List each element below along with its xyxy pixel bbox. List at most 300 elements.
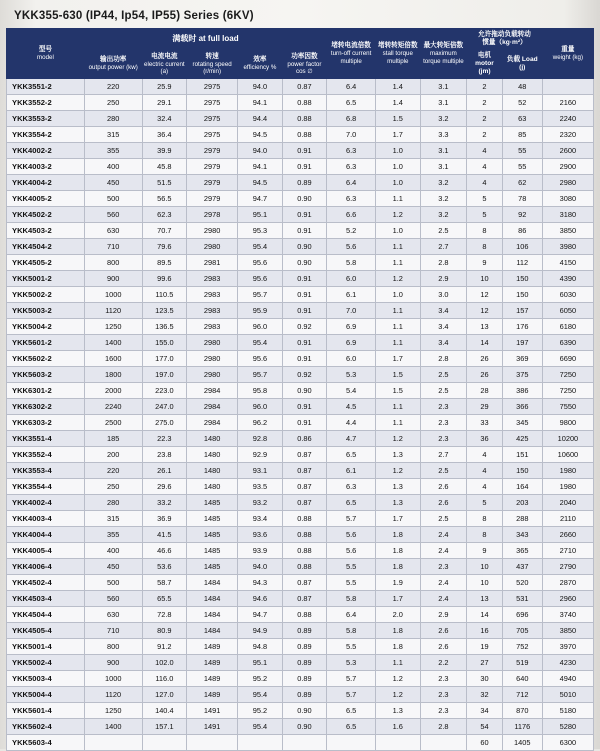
cell-model: YKK6303-2 [7,415,85,431]
table-cell: 2.8 [420,351,467,367]
table-row [7,223,594,239]
table-cell: 1.3 [376,479,420,495]
table-cell: 0.88 [282,127,327,143]
cell-model: YKK5003-4 [7,671,85,687]
cell-model: YKK3552-2 [7,95,85,111]
table-cell: 53.6 [142,559,186,575]
table-cell: 5.7 [327,511,376,527]
table-cell: 437 [502,559,542,575]
table-row [7,287,594,303]
table-row [7,719,594,735]
table-cell: 33 [467,415,503,431]
table-cell: 58.7 [142,575,186,591]
table-row [7,479,594,495]
table-cell: 375 [502,367,542,383]
table-cell: 3850 [542,623,593,639]
table-cell: 5.5 [327,575,376,591]
table-cell: 1400 [84,719,142,735]
table-cell: 99.6 [142,271,186,287]
table-row [7,111,594,127]
table-cell: 1.0 [376,175,420,191]
table-cell: 5 [467,191,503,207]
table-cell: 10 [467,559,503,575]
table-row [7,335,594,351]
table-cell: 1485 [187,495,238,511]
table-cell: 4230 [542,655,593,671]
table-cell: 52 [502,95,542,111]
table-cell: 7.0 [327,303,376,319]
table-cell: 93.4 [238,511,282,527]
table-cell: 2.8 [420,719,467,735]
table-cell: 900 [84,271,142,287]
table-cell: 1.3 [376,447,420,463]
table-cell: 95.3 [238,223,282,239]
table-cell: 34 [467,703,503,719]
table-cell: 94.5 [238,175,282,191]
table-cell: 2.8 [420,255,467,271]
table-cell: 203 [502,495,542,511]
table-cell: 94.6 [238,591,282,607]
table-cell: 4 [467,159,503,175]
table-cell: 1120 [84,303,142,319]
table-cell: 0.91 [282,159,327,175]
table-cell: 1.1 [376,191,420,207]
table-cell: 1484 [187,575,238,591]
table-cell: 150 [502,287,542,303]
table-row [7,79,594,95]
table-cell: 2.5 [420,223,467,239]
cell-model: YKK4004-2 [7,175,85,191]
table-cell: 4150 [542,255,593,271]
cell-model: YKK3553-4 [7,463,85,479]
table-cell: 1489 [187,687,238,703]
table-cell: 640 [502,671,542,687]
table-cell: 900 [84,655,142,671]
table-cell: 4.5 [327,399,376,415]
table-cell: 1.7 [376,351,420,367]
table-cell: 2960 [542,591,593,607]
table-cell: 4 [467,447,503,463]
table-row [7,463,594,479]
table-cell: 1.0 [376,287,420,303]
table-cell: 6.5 [327,95,376,111]
header-full-load: 满载时 at full load [84,29,326,50]
table-cell: 6.5 [327,447,376,463]
table-cell: 5.6 [327,527,376,543]
table-cell: 155.0 [142,335,186,351]
cell-model: YKK5601-4 [7,703,85,719]
table-cell: 5010 [542,687,593,703]
table-cell: 2.6 [420,495,467,511]
table-cell: 3.4 [420,335,467,351]
table-cell: 1480 [187,479,238,495]
table-cell: 95.7 [238,367,282,383]
table-cell: 6390 [542,335,593,351]
table-cell: 6.3 [327,191,376,207]
table-row [7,255,594,271]
table-cell: 2660 [542,527,593,543]
table-cell [187,735,238,751]
table-cell: 560 [84,591,142,607]
cell-model: YKK4004-4 [7,527,85,543]
table-cell: 8 [467,223,503,239]
cell-model: YKK5004-2 [7,319,85,335]
table-cell: 0.92 [282,319,327,335]
table-cell: 1.4 [376,79,420,95]
table-cell: 2984 [187,415,238,431]
table-cell: 94.5 [238,127,282,143]
table-cell [542,79,593,95]
table-cell: 3.1 [420,95,467,111]
table-cell: 0.90 [282,191,327,207]
table-cell: 0.88 [282,607,327,623]
table-cell: 56.5 [142,191,186,207]
table-cell: 14 [467,335,503,351]
table-cell: 2975 [187,79,238,95]
cell-model: YKK4503-2 [7,223,85,239]
table-cell: 27 [467,655,503,671]
table-cell: 2980 [187,335,238,351]
table-cell: 39.9 [142,143,186,159]
table-cell: 5.5 [327,559,376,575]
table-cell: 2.5 [420,383,467,399]
table-row [7,543,594,559]
table-cell: 1.9 [376,575,420,591]
table-cell: 345 [502,415,542,431]
table-cell: 6.0 [327,271,376,287]
table-cell: 12 [467,303,503,319]
table-cell: 4 [467,479,503,495]
table-row [7,351,594,367]
table-row [7,127,594,143]
table-cell: 95.4 [238,719,282,735]
table-cell: 3.1 [420,79,467,95]
table-cell: 93.9 [238,543,282,559]
table-cell: 6.9 [327,319,376,335]
table-cell: 369 [502,351,542,367]
table-cell: 13 [467,319,503,335]
table-cell: 2981 [187,255,238,271]
table-cell: 1.1 [376,319,420,335]
table-cell: 1980 [542,479,593,495]
table-cell: 2983 [187,271,238,287]
table-row [7,511,594,527]
table-cell: 1.0 [376,143,420,159]
table-cell: 151 [502,447,542,463]
table-cell: 2240 [84,399,142,415]
table-cell: 1.8 [376,543,420,559]
table-cell: 6.8 [327,111,376,127]
table-cell: 8 [467,239,503,255]
table-cell: 3740 [542,607,593,623]
table-cell: 93.5 [238,479,282,495]
cell-model: YKK4002-2 [7,143,85,159]
table-cell: 29.1 [142,95,186,111]
table-cell: 0.90 [282,239,327,255]
table-cell: 176 [502,319,542,335]
table-cell: 800 [84,639,142,655]
table-cell: 3.2 [420,207,467,223]
table-cell [238,735,282,751]
table-cell: 95.9 [238,303,282,319]
table-cell: 5.7 [327,671,376,687]
table-row [7,671,594,687]
table-cell: 1.8 [376,639,420,655]
table-cell: 93.1 [238,463,282,479]
table-row [7,143,594,159]
table-cell: 4.4 [327,415,376,431]
table-cell: 1.2 [376,207,420,223]
header-stall-torque: 堵转转矩倍数 stall torque multiple [376,29,420,79]
table-cell: 2710 [542,543,593,559]
table-cell: 712 [502,687,542,703]
table-cell: 95.1 [238,207,282,223]
table-cell: 5280 [542,719,593,735]
table-cell [327,735,376,751]
table-row [7,655,594,671]
cell-model: YKK5603-2 [7,367,85,383]
table-cell: 55 [502,143,542,159]
table-cell: 2984 [187,383,238,399]
table-cell: 1.2 [376,271,420,287]
table-cell: 1485 [187,527,238,543]
table-cell: 95.4 [238,687,282,703]
cell-model: YKK5603-4 [7,735,85,751]
table-cell: 127.0 [142,687,186,703]
table-cell: 32 [467,687,503,703]
table-cell: 94.0 [238,559,282,575]
table-cell: 1980 [542,463,593,479]
table-cell: 1.1 [376,239,420,255]
table-cell: 2600 [542,143,593,159]
table-cell: 2.5 [420,367,467,383]
cell-model: YKK3553-2 [7,111,85,127]
table-cell: 288 [502,511,542,527]
table-cell: 560 [84,207,142,223]
table-cell: 1.2 [376,687,420,703]
header-max-torque: 最大转矩倍数 maximum torque multiple [420,29,467,79]
table-cell: 0.91 [282,271,327,287]
table-cell: 92.9 [238,447,282,463]
table-row [7,607,594,623]
table-cell: 197.0 [142,367,186,383]
table-cell: 96.2 [238,415,282,431]
table-cell: 2.5 [420,463,467,479]
table-cell: 250 [84,95,142,111]
cell-model: YKK6301-2 [7,383,85,399]
table-cell: 2.3 [420,431,467,447]
table-cell: 3.0 [420,287,467,303]
table-cell: 3.4 [420,303,467,319]
table-cell: 2980 [187,367,238,383]
table-cell: 1480 [187,463,238,479]
cell-model: YKK3551-2 [7,79,85,95]
table-cell: 36.9 [142,511,186,527]
table-cell: 2240 [542,111,593,127]
table-cell: 1405 [502,735,542,751]
table-cell: 2.0 [376,607,420,623]
table-cell: 94.0 [238,143,282,159]
table-row [7,703,594,719]
cell-model: YKK5601-2 [7,335,85,351]
table-cell: 185 [84,431,142,447]
table-cell: 28 [467,383,503,399]
table-cell: 116.0 [142,671,186,687]
table-cell: 1000 [84,287,142,303]
table-cell: 26 [467,351,503,367]
table-row [7,95,594,111]
table-cell: 1484 [187,623,238,639]
table-row [7,495,594,511]
table-cell: 0.91 [282,287,327,303]
table-cell: 710 [84,239,142,255]
table-row [7,639,594,655]
table-cell: 94.4 [238,111,282,127]
table-cell: 2790 [542,559,593,575]
table-cell: 5.3 [327,367,376,383]
table-cell: 5 [467,207,503,223]
table-cell: 0.89 [282,655,327,671]
table-cell: 2.4 [420,527,467,543]
table-cell: 6.3 [327,479,376,495]
table-cell: 1.1 [376,415,420,431]
table-cell: 93.6 [238,527,282,543]
table-cell: 95.6 [238,351,282,367]
table-cell: 6050 [542,303,593,319]
table-cell: 1.5 [376,383,420,399]
table-cell: 450 [84,559,142,575]
table-cell: 2.7 [420,447,467,463]
table-row [7,303,594,319]
table-cell: 95.2 [238,703,282,719]
table-cell: 1484 [187,607,238,623]
cell-model: YKK5602-4 [7,719,85,735]
table-cell: 2000 [84,383,142,399]
table-cell: 0.88 [282,511,327,527]
table-cell: 870 [502,703,542,719]
table-cell: 0.87 [282,591,327,607]
table-cell: 2975 [187,127,238,143]
table-cell: 1.1 [376,335,420,351]
table-cell: 6180 [542,319,593,335]
table-cell: 3080 [542,191,593,207]
table-row [7,383,594,399]
table-row [7,367,594,383]
table-cell: 94.0 [238,79,282,95]
table-cell: 12 [467,287,503,303]
table-cell: 110.5 [142,287,186,303]
table-cell: 6.4 [327,607,376,623]
cell-model: YKK5002-4 [7,655,85,671]
table-cell: 94.8 [238,639,282,655]
table-cell: 79.6 [142,239,186,255]
table-cell: 5.8 [327,255,376,271]
table-cell: 1.6 [376,719,420,735]
table-cell: 2.6 [420,479,467,495]
table-cell: 136.5 [142,319,186,335]
table-cell: 94.7 [238,607,282,623]
table-cell: 1120 [84,687,142,703]
table-cell: 2.3 [420,559,467,575]
header-weight: 重量 weight (kg) [542,29,593,79]
table-cell: 94.3 [238,575,282,591]
table-cell: 89.5 [142,255,186,271]
table-cell: 2975 [187,111,238,127]
table-cell: 1.1 [376,255,420,271]
cell-model: YKK4002-4 [7,495,85,511]
table-cell: 2983 [187,319,238,335]
table-cell: 1489 [187,655,238,671]
table-cell: 2.6 [420,639,467,655]
table-cell: 0.87 [282,575,327,591]
table-cell: 630 [84,607,142,623]
table-cell: 5.3 [327,655,376,671]
table-cell: 177.0 [142,351,186,367]
cell-model: YKK3551-4 [7,431,85,447]
table-cell: 29.6 [142,479,186,495]
table-row [7,207,594,223]
table-cell: 9 [467,255,503,271]
header-turnoff-current: 堵转电流倍数 turn-off current multiple [327,29,376,79]
table-cell: 1485 [187,543,238,559]
table-cell: 450 [84,175,142,191]
table-cell: 2.3 [420,687,467,703]
table-cell: 1.2 [376,431,420,447]
table-row [7,623,594,639]
table-row [7,319,594,335]
table-cell: 6.5 [327,719,376,735]
header-output-power: 输出功率 output power (kw) [84,50,142,79]
table-cell: 315 [84,127,142,143]
cell-model: YKK5002-2 [7,287,85,303]
cell-model: YKK4005-2 [7,191,85,207]
table-cell: 3850 [542,223,593,239]
table-cell: 7250 [542,367,593,383]
table-row [7,687,594,703]
table-cell: 6.1 [327,287,376,303]
cell-model: YKK5001-4 [7,639,85,655]
table-cell: 10 [467,575,503,591]
table-cell: 123.5 [142,303,186,319]
cell-model: YKK4505-2 [7,255,85,271]
table-cell: 1.3 [376,495,420,511]
table-cell: 4940 [542,671,593,687]
table-row [7,575,594,591]
table-cell: 1489 [187,671,238,687]
table-cell: 95.4 [238,335,282,351]
table-cell: 5.5 [327,639,376,655]
table-cell: 5 [467,495,503,511]
table-cell: 92.8 [238,431,282,447]
cell-model: YKK3552-4 [7,447,85,463]
table-cell: 2.3 [420,671,467,687]
table-cell: 46.6 [142,543,186,559]
table-cell: 0.87 [282,495,327,511]
table-cell: 5.7 [327,687,376,703]
table-cell: 0.89 [282,623,327,639]
table-cell: 250 [84,479,142,495]
table-cell: 1000 [84,671,142,687]
table-cell [84,735,142,751]
table-cell: 6.6 [327,207,376,223]
table-cell: 520 [502,575,542,591]
table-cell: 26 [467,367,503,383]
table-header [7,29,594,79]
table-cell: 23.8 [142,447,186,463]
table-cell: 200 [84,447,142,463]
table-cell: 1.1 [376,303,420,319]
table-cell: 6690 [542,351,593,367]
